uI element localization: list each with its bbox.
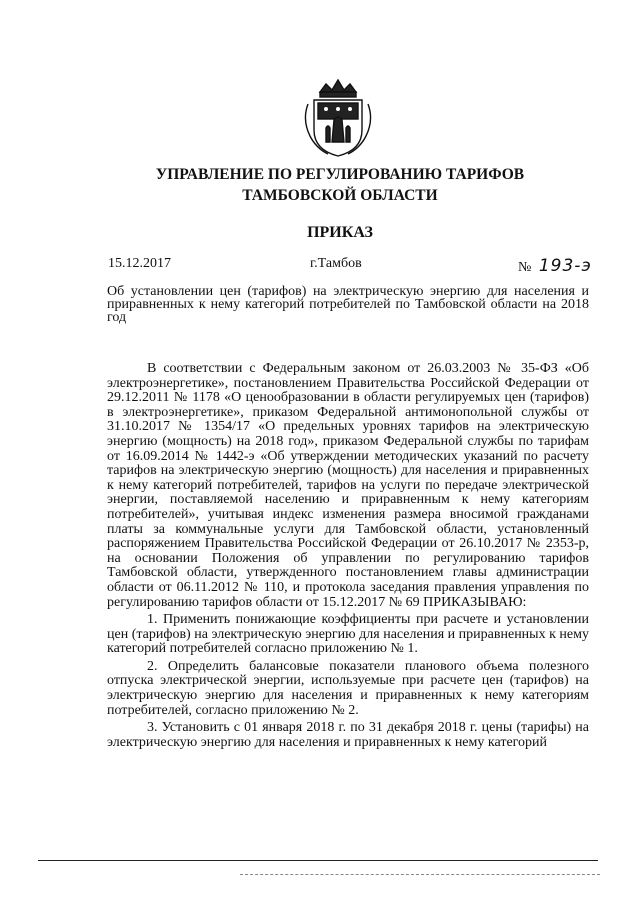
agency-name-line1: УПРАВЛЕНИЕ ПО РЕГУЛИРОВАНИЮ ТАРИФОВ [155, 166, 525, 183]
document-number [518, 256, 592, 276]
clause-3: 3. Установить с 01 января 2018 г. по 31 декабря 2018 г. цены (тарифы) на электрическую энергию для населения и приравненных к нему категорий [107, 720, 589, 750]
coat-of-arms-icon [298, 70, 378, 160]
scan-artifact-dashes [240, 874, 600, 875]
document-body [107, 362, 589, 750]
agency-name-line2: ТАМБОВСКОЙ ОБЛАСТИ [242, 187, 438, 204]
preamble-paragraph: В соответствии с Федеральным законом от 26.03.2003 № 35-ФЗ «Об электроэнергетике», постановлением Правительства Российской Федерации от 29.12.2011 № 1178 «О ценообразовании в области регулируемых цен (тарифов) в электроэнергетике», приказом Федеральной антимонопольной службы от 31.10.2017 № 1354/17 «О предельных уровнях тарифов на электрическую энергию (мощность) на 2018 год», приказом Федеральной службы по тарифам от 16.09.2014 № 1442-э «Об утверждении методических указаний по расчету тарифов на электрическую энергию (мощность) для населения и приравненных к нему категорий потребителей, тарифов на услуги по передаче электрической энергии, поставляемой населению и приравненным к нему категориям потребителей», учитывая индекс изменения размера вносимой гражданами платы за коммунальные услуги для Тамбовской области, установленный распоряжением Правительства Российской Федерации от 26.10.2017 № 2353-р, на основании Положения об управлении по регулированию тарифов Тамбовской области, утвержденного постановлением главы администрации области от 06.11.2012 № 110, и протокола заседания правления управления по регулированию тарифов области от 15.12.2017 № 69 ПРИКАЗЫВАЮ: [107, 361, 589, 610]
number-label: № [518, 260, 532, 275]
document-date: 15.12.2017 [108, 256, 171, 271]
bottom-rule [38, 860, 598, 861]
clause-2: 2. Определить балансовые показатели планового объема полезного отпуска электрической энергии, используемые при расчете цен (тарифов) на электрическую энергию для населения и приравненных к нему категориям потребителей, согласно приложению № 2. [107, 658, 589, 718]
handwritten-number: 193-э [538, 256, 592, 276]
document-subject: Об установлении цен (тарифов) на электрическую энергию для населения и приравненных к нему категорий потребителей по Тамбовской области на 2018 год [107, 284, 589, 325]
clause-1: 1. Применить понижающие коэффициенты при расчете и установлении цен (тарифов) на электрическую энергию для населения и приравненных к нему категорий потребителей согласно приложению № 1. [107, 612, 589, 657]
document-city: г.Тамбов [310, 256, 362, 271]
document-type-title: ПРИКАЗ [307, 224, 373, 241]
